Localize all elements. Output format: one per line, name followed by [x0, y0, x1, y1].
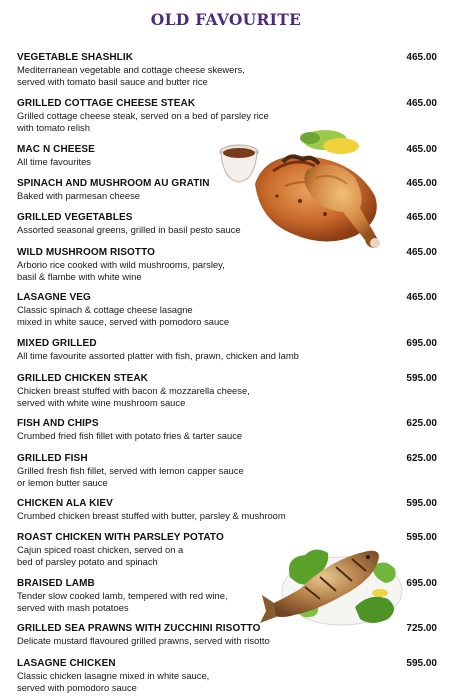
menu-item: [17, 623, 437, 647]
menu-item: [17, 658, 437, 693]
menu-item-description: Classic spinach & cottage cheese lasagne mixed in white sauce, served with pomodoro sauce: [17, 304, 230, 327]
menu-item: [17, 212, 437, 236]
menu-item-description: Baked with parmesan cheese: [17, 190, 140, 201]
menu-item: [17, 578, 437, 613]
menu-item: [17, 98, 437, 133]
menu-item: [17, 178, 437, 202]
menu-item-name: BRAISED LAMB: [17, 578, 95, 589]
menu-item-name: ROAST CHICKEN WITH PARSLEY POTATO: [17, 532, 224, 543]
menu-item-price: 465.00: [406, 144, 437, 155]
menu-item-name: GRILLED CHICKEN STEAK: [17, 373, 148, 384]
menu-item: [17, 373, 437, 408]
menu-item-price: 595.00: [406, 658, 437, 669]
menu-item: [17, 292, 437, 327]
menu-item-name: LASAGNE VEG: [17, 292, 91, 303]
menu-item-price: 465.00: [406, 212, 437, 223]
menu-item-description: Crumbed chicken breast stuffed with butter, parsley & mushroom: [17, 510, 286, 521]
menu-item-price: 595.00: [406, 532, 437, 543]
menu-item-description: Grilled cottage cheese steak, served on a bed of parsley rice with tomato relish: [17, 110, 269, 133]
menu-item-price: 465.00: [406, 52, 437, 63]
menu-item-name: GRILLED VEGETABLES: [17, 212, 133, 223]
menu-item-name: WILD MUSHROOM RISOTTO: [17, 247, 156, 258]
menu-item-description: Cajun spiced roast chicken, served on a bed of parsley potato and spinach: [17, 544, 184, 567]
page-title: OLD FAVOURITE: [150, 10, 302, 29]
menu-item-description: Classic chicken lasagne mixed in white sauce, served with pomodoro sauce: [17, 670, 210, 693]
menu-item-description: All time favourites: [17, 156, 91, 167]
menu-item-name: LASAGNE CHICKEN: [17, 658, 116, 669]
menu-item: [17, 144, 437, 168]
menu-item: [17, 52, 437, 87]
menu-item-name: MAC N CHEESE: [17, 144, 95, 155]
menu-item-price: 695.00: [406, 338, 437, 349]
menu-item-price: 595.00: [406, 498, 437, 509]
menu-item-name: FISH AND CHIPS: [17, 418, 99, 429]
menu-item-name: MIXED GRILLED: [17, 338, 97, 349]
menu-item-description: Mediterranean vegetable and cottage cheese skewers, served with tomato basil sauce and butter rice: [17, 64, 245, 87]
menu-item-name: SPINACH AND MUSHROOM AU GRATIN: [17, 178, 210, 189]
menu-item-name: CHICKEN ALA KIEV: [17, 498, 113, 509]
menu-item-description: Tender slow cooked lamb, tempered with red wine, served with mash potatoes: [17, 590, 228, 613]
menu-item-price: 595.00: [406, 373, 437, 384]
menu-item-price: 625.00: [406, 418, 437, 429]
menu-item-price: 695.00: [406, 578, 437, 589]
menu-item-description: Grilled fresh fish fillet, served with lemon capper sauce or lemon butter sauce: [17, 465, 244, 488]
menu-item-name: GRILLED SEA PRAWNS WITH ZUCCHINI RISOTTO: [17, 623, 261, 634]
menu-item-price: 465.00: [406, 178, 437, 189]
menu-item: [17, 532, 437, 567]
menu-item: [17, 338, 437, 362]
menu-item-description: Chicken breast stuffed with bacon & mozzarella cheese, served with white wine mushroom sauce: [17, 385, 250, 408]
menu-item-description: Arborio rice cooked with wild mushrooms, parsley, basil & flambe with white wine: [17, 259, 225, 282]
menu-item-description: Crumbed fried fish fillet with potato fries & tarter sauce: [17, 430, 243, 441]
menu-item: [17, 453, 437, 488]
menu-item-name: GRILLED COTTAGE CHEESE STEAK: [17, 98, 196, 109]
menu-item-description: Delicate mustard flavoured grilled prawns, served with risotto: [17, 635, 270, 646]
menu-item-name: VEGETABLE SHASHLIK: [17, 52, 134, 63]
menu-item-description: All time favourite assorted platter with fish, prawn, chicken and lamb: [17, 350, 299, 361]
menu-item-price: 465.00: [406, 98, 437, 109]
menu-item-price: 465.00: [406, 247, 437, 258]
menu-item: [17, 418, 437, 442]
menu-item-price: 725.00: [406, 623, 437, 634]
menu-item: [17, 247, 437, 282]
menu-item-description: Assorted seasonal greens, grilled in basil pesto sauce: [17, 224, 241, 235]
menu-item-name: GRILLED FISH: [17, 453, 88, 464]
menu-item-price: 465.00: [406, 292, 437, 303]
menu-item: [17, 498, 437, 522]
menu-item-price: 625.00: [406, 453, 437, 464]
